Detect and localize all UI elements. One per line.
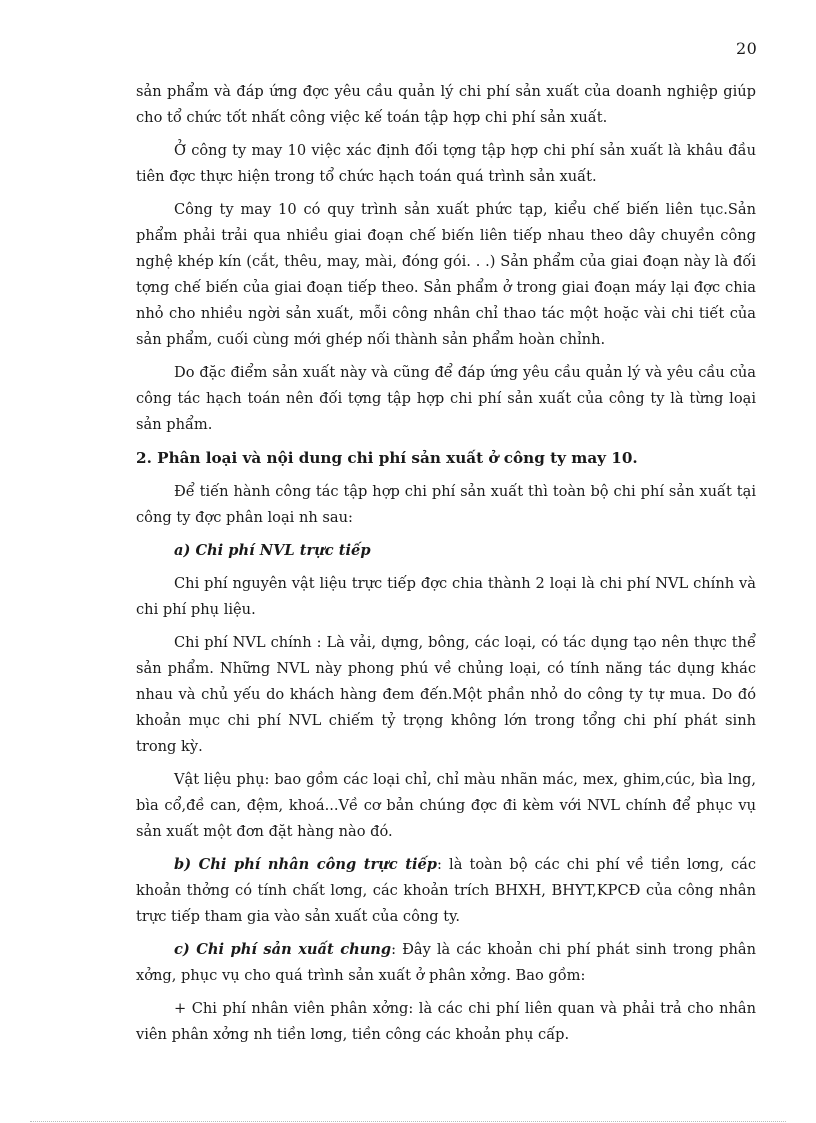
subsection-heading-c: c) Chi phí sản xuất chung [174, 941, 392, 958]
paragraph: + Chi phí nhân viên phân xởng: là các chi phí liên quan và phải trả cho nhân viên phân xởng nh tiền lơng, tiền công các khoản phụ cấp. [136, 1000, 756, 1043]
paragraph: Do đặc điểm sản xuất này và cũng để đáp ứng yêu cầu quản lý và yêu cầu của công tác hạch toán nên đối tợng tập hợp chi phí sản xuất của công ty là từng loại sản phẩm. [136, 364, 756, 433]
paragraph [136, 937, 756, 989]
document-body [136, 79, 756, 1055]
paragraph: Ở công ty may 10 việc xác định đối tợng tập hợp chi phí sản xuất là khâu đầu tiên đợc thực hiện trong tổ chức hạch toán quá trình sản xuất. [136, 142, 756, 185]
paragraph: sản phẩm và đáp ứng đợc yêu cầu quản lý chi phí sản xuất của doanh nghiệp giúp cho tổ chức tốt nhất công việc kế toán tập hợp chi phí sản xuất. [136, 83, 756, 126]
paragraph [136, 852, 756, 930]
paragraph: Để tiến hành công tác tập hợp chi phí sản xuất thì toàn bộ chi phí sản xuất tại công ty đợc phân loại nh sau: [136, 483, 756, 526]
page-number: 20 [736, 39, 758, 58]
subsection-heading-a: a) Chi phí NVL trực tiếp [174, 542, 371, 559]
paragraph: Công ty may 10 có quy trình sản xuất phức tạp, kiểu chế biến liên tục.Sản phẩm phải trải qua nhiều giai đoạn chế biến liên tiếp nhau theo dây chuyền công nghệ khép kín (cắt, thêu, may, mài, đóng gói. . .) Sản phẩm của giai đoạn này là đối tợng chế biến của giai đoạn tiếp theo. Sản phẩm ở trong giai đoạn máy lại đợc chia nhỏ cho nhiều ngời sản xuất, mỗi công nhân chỉ thao tác một hoặc vài chi tiết của sản phẩm, cuối cùng mới ghép nối thành sản phẩm hoàn chỉnh. [136, 201, 756, 348]
paragraph-text: : Đây là các khoản chi phí phát sinh trong phân xởng, phục vụ cho quá trình sản xuất ở phân xởng. Bao gồm: [136, 941, 756, 984]
page-bottom-divider [30, 1121, 786, 1122]
section-heading: 2. Phân loại và nội dung chi phí sản xuất ở công ty may 10. [136, 449, 638, 467]
paragraph: Chi phí nguyên vật liệu trực tiếp đợc chia thành 2 loại là chi phí NVL chính và chi phí phụ liệu. [136, 575, 756, 618]
paragraph: Chi phí NVL chính : Là vải, dựng, bông, các loại, có tác dụng tạo nên thực thể sản phẩm. Những NVL này phong phú về chủng loại, có tính năng tác dụng khác nhau và chủ yếu do khách hàng đem đến.Một phần nhỏ do công ty tự mua. Do đó khoản mục chi phí NVL chiếm tỷ trọng không lớn trong tổng chi phí phát sinh trong kỳ. [136, 634, 756, 755]
paragraph-text: : là toàn bộ các chi phí về tiền lơng, các khoản thởng có tính chất lơng, các khoản trích BHXH, BHYT,KPCĐ của công nhân trực tiếp tham gia vào sản xuất của công ty. [136, 856, 756, 925]
subsection-heading-b: b) Chi phí nhân công trực tiếp [174, 856, 437, 873]
paragraph: Vật liệu phụ: bao gồm các loại chỉ, chỉ màu nhãn mác, mex, ghim,cúc, bìa lng, bìa cổ,đề can, đệm, khoá...Về cơ bản chúng đợc đi kèm với NVL chính để phục vụ sản xuất một đơn đặt hàng nào đó. [136, 771, 756, 840]
